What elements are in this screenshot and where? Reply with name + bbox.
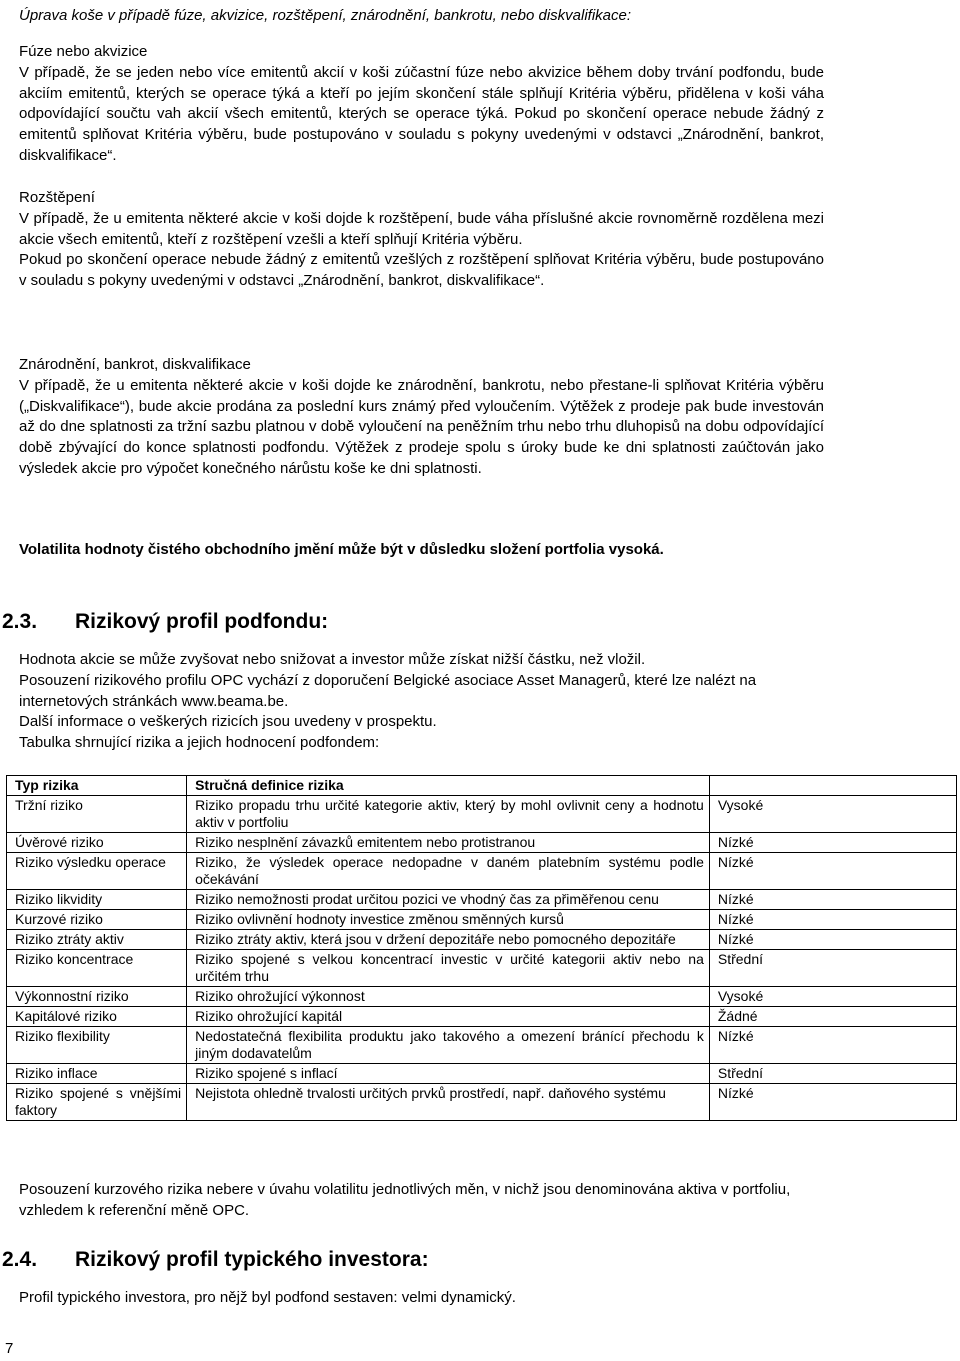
table-row: [7, 1027, 957, 1064]
risk-type: Kurzové riziko: [7, 910, 187, 930]
fuze-section: [19, 42, 824, 167]
risk-definition: Riziko nemožnosti prodat určitou pozici ve vhodný čas za přiměřenou cenu: [187, 890, 710, 910]
risk-level: Nízké: [709, 1027, 956, 1064]
risk-level: Nízké: [709, 910, 956, 930]
rozstepeni-paragraph-1: V případě, že u emitenta některé akcie v koši dojde k rozštěpení, bude váha příslušné akcie rovnoměrně rozdělena mezi akcie všech emitentů, kteří z rozštěpení vzešli a kteří splňují Kritéria výběru.: [19, 209, 824, 248]
section-2-3-title: Rizikový profil podfondu:: [75, 610, 329, 633]
risk-definition: Nedostatečná flexibilita produktu jako takového a omezení bránící přechodu k jiným dodavatelům: [187, 1027, 710, 1064]
section-2-3-heading: [2, 610, 328, 634]
risk-level: Nízké: [709, 833, 956, 853]
currency-risk-note: [19, 1180, 824, 1222]
header-definition: Stručná definice rizika: [187, 776, 710, 796]
risk-type: Riziko koncentrace: [7, 950, 187, 987]
header-level: [709, 776, 956, 796]
risk-level: Střední: [709, 1064, 956, 1084]
table-row: [7, 1007, 957, 1027]
risk-type: Riziko ztráty aktiv: [7, 930, 187, 950]
risk-definition: Riziko ohrožující výkonnost: [187, 987, 710, 1007]
risk-table: [6, 775, 957, 1121]
risk-level: Nízké: [709, 1084, 956, 1121]
rozstepeni-paragraph-2: Pokud po skončení operace nebude žádný z emitentů vzešlých z rozštěpení splňovat Kritéria výběru, bude postupováno v souladu s pokyny uvedenými v odstavci „Znárodnění, bankrot, diskvalifikace“.: [19, 251, 824, 290]
section-2-4-number: 2.4.: [2, 1248, 38, 1271]
intro-heading: Úprava koše v případě fúze, akvizice, rozštěpení, znárodnění, bankrotu, nebo diskvalifikace:: [19, 7, 632, 24]
table-row: [7, 890, 957, 910]
table-row: [7, 796, 957, 833]
section-2-4-body: [19, 1288, 824, 1309]
volatility-warning: Volatilita hodnoty čistého obchodního jmění může být v důsledku složení portfolia vysoká.: [19, 541, 664, 558]
table-row: [7, 1064, 957, 1084]
risk-definition: Riziko propadu trhu určité kategorie aktiv, který by mohl ovlivnit ceny a hodnotu aktiv v portfoliu: [187, 796, 710, 833]
table-row: [7, 910, 957, 930]
znarodneni-section: [19, 355, 824, 480]
znarodneni-title: Znárodnění, bankrot, diskvalifikace: [19, 356, 251, 373]
risk-definition: Riziko spojené s inflací: [187, 1064, 710, 1084]
table-row: [7, 987, 957, 1007]
risk-definition: Riziko ohrožující kapitál: [187, 1007, 710, 1027]
table-row: [7, 950, 957, 987]
risk-definition: Riziko nesplnění závazků emitentem nebo protistranou: [187, 833, 710, 853]
table-row: [7, 1084, 957, 1121]
risk-level: Nízké: [709, 930, 956, 950]
risk-line-3: Další informace o veškerých rizicích jsou uvedeny v prospektu.: [19, 713, 437, 731]
risk-type: Riziko inflace: [7, 1064, 187, 1084]
risk-type: Tržní riziko: [7, 796, 187, 833]
section-2-3-number: 2.3.: [2, 610, 38, 633]
risk-line-2: Posouzení rizikového profilu OPC vychází z doporučení Belgické asociace Asset Managerů, které lze nalézt na internetových stránkách www.beama.be.: [19, 671, 757, 710]
section-2-4-heading: [2, 1248, 429, 1272]
fuze-paragraph: V případě, že se jeden nebo více emitentů akcií v koši zúčastní fúze nebo akvizice během doby trvání podfondu, bude akciím emitentů, kterých se operace týká a kteří po jejím skončení stále splňují Kritéria výběru, přidělena v koši váha odpovídající součtu vah akcií všech emitentů, kterých se operace týká. Pokud po skončení operace nebude žádný z emitentů splňovat Kritéria výběru, bude postupováno v souladu s pokyny uvedenými v odstavci „Znárodnění, bankrot, diskvalifikace“.: [19, 63, 824, 164]
section-2-4-title: Rizikový profil typického investora:: [75, 1248, 429, 1271]
risk-type: Riziko likvidity: [7, 890, 187, 910]
risk-table-header: [7, 776, 957, 796]
rozstepeni-title: Rozštěpení: [19, 189, 95, 206]
rozstepeni-section: [19, 188, 824, 292]
fuze-title: Fúze nebo akvizice: [19, 43, 148, 60]
risk-level: Vysoké: [709, 987, 956, 1007]
risk-type: Kapitálové riziko: [7, 1007, 187, 1027]
table-row: [7, 930, 957, 950]
risk-level: Nízké: [709, 890, 956, 910]
risk-type: Riziko spojené s vnějšími faktory: [7, 1084, 187, 1121]
znarodneni-paragraph: V případě, že u emitenta některé akcie v koši dojde ke znárodnění, bankrotu, nebo přestane-li splňovat Kritéria výběru („Diskvalifikace“), bude akcie prodána za poslední kurs známý před vyloučením. Výtěžek z prodeje pak bude investován až do dne splatnosti za tržní sazbu platnou v době vyloučení na peněžním trhu nebo trhu dluhopisů na dobu odpovídající době zbývající do konce splatnosti podfondu. Výtěžek z prodeje spolu s úroky bude ke dni splatnosti zaúčtován jako výsledek akcie pro výpočet konečného nárůstu koše ke dni splatnosti.: [19, 376, 824, 477]
risk-level: Vysoké: [709, 796, 956, 833]
risk-line-1: Hodnota akcie se může zvyšovat nebo snižovat a investor může získat nižší částku, než vložil.: [19, 651, 646, 668]
risk-level: Žádné: [709, 1007, 956, 1027]
risk-type: Úvěrové riziko: [7, 833, 187, 853]
risk-definition: Riziko spojené s velkou koncentrací investic v určité kategorii aktiv nebo na určitém trhu: [187, 950, 710, 987]
risk-line-4: Tabulka shrnující rizika a jejich hodnocení podfondem:: [19, 734, 380, 752]
risk-definition: Riziko ovlivnění hodnoty investice změnou směnných kursů: [187, 910, 710, 930]
risk-type: Výkonnostní riziko: [7, 987, 187, 1007]
risk-type: Riziko výsledku operace: [7, 853, 187, 890]
risk-definition: Riziko, že výsledek operace nedopadne v daném platebním systému podle očekávání: [187, 853, 710, 890]
header-type: Typ rizika: [7, 776, 187, 796]
risk-type: Riziko flexibility: [7, 1027, 187, 1064]
currency-risk-text: Posouzení kurzového rizika nebere v úvahu volatilitu jednotlivých měn, v nichž jsou denominována aktiva v portfoliu, vzhledem k referenční měně OPC.: [19, 1181, 791, 1219]
risk-level: Střední: [709, 950, 956, 987]
risk-definition: Nejistota ohledně trvalosti určitých prvků prostředí, např. daňového systému: [187, 1084, 710, 1121]
table-row: [7, 853, 957, 890]
risk-definition: Riziko ztráty aktiv, která jsou v držení depozitáře nebo pomocného depozitáře: [187, 930, 710, 950]
investor-profile-text: Profil typického investora, pro nějž byl podfond sestaven: velmi dynamický.: [19, 1289, 516, 1306]
section-2-3-body: [19, 650, 824, 754]
page-number: 7: [5, 1340, 14, 1357]
table-row: [7, 833, 957, 853]
risk-level: Nízké: [709, 853, 956, 890]
